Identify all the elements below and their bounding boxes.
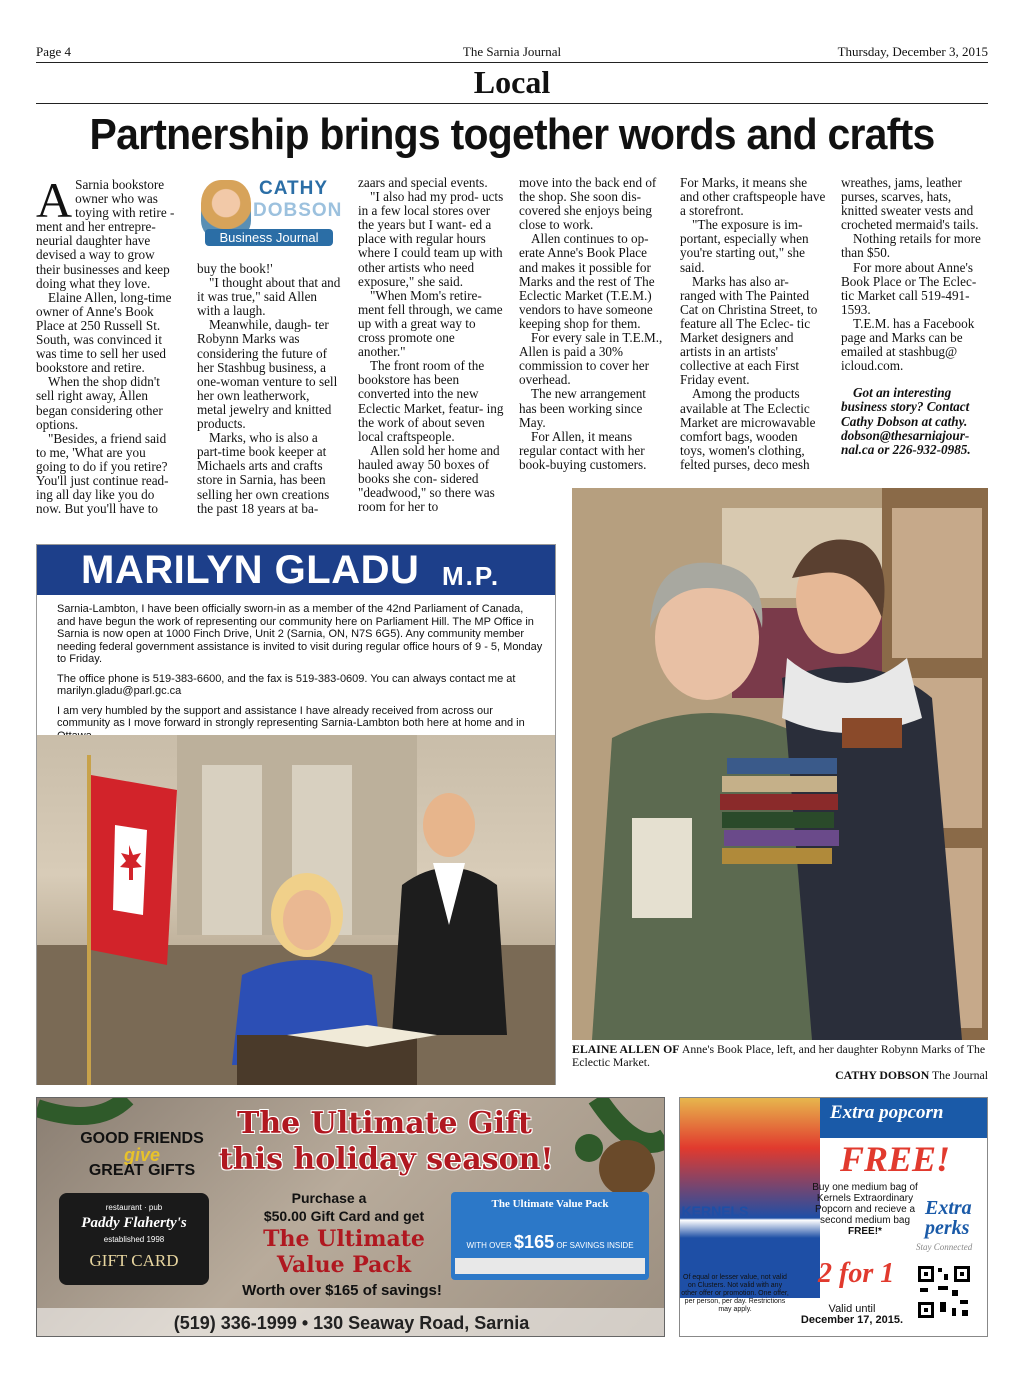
article-column-5: For Marks, it means she and other craftspeople have a storefront. "The exposure is im- portant, especially when you're starting out," she said. Marks has also ar- ranged with The Painted Cat on Christina Street, to feature all The Eclec- tic Market designers and artists in an artists' collective at each First Friday event. Among the products available at The Eclectic Market are microwavable comfort bags, wooden toys, women's clothing, felted purses, deco mesh xyxy=(680,175,826,472)
mp-banner xyxy=(37,545,555,595)
article-column-2: buy the book!' "I thought about that and it was true," said Allen with a laugh. Meanwhile, daugh- ter Robynn Marks was considering the future of her Stashbug business, a one-woman venture to sell her own leatherwork, metal jewelry and knitted products. Marks, who is also a part-time book keeper at Michaels arts and crafts store in Sarnia, has been selling her own creations the past 18 years at ba- xyxy=(197,261,341,516)
contact-signoff: Got an interesting business story? Contact Cathy Dobson at cathy. dobson@thesarniajour- nal.ca or 226-932-0985. xyxy=(841,385,971,457)
popcorn-offer: Buy one medium bag of Kernels Extraordinary Popcorn and recieve a second medium bag FREE!* xyxy=(812,1182,918,1237)
header-rule xyxy=(36,62,988,63)
gift-title-line-2: this holiday season! xyxy=(219,1142,554,1177)
value-pack-card: The Ultimate Value Pack WITH OVER $165 OF SAVINGS INSIDE xyxy=(451,1192,649,1280)
photo-caption: ELAINE ALLEN OF Anne's Book Place, left, and her daughter Robynn Marks of The Eclectic Market. xyxy=(572,1042,986,1069)
popcorn-bag-image xyxy=(680,1098,820,1298)
partner-logos xyxy=(455,1258,645,1274)
paddy-flahertys-gift-card: restaurant · pub Paddy Flaherty's established 1998 GIFT CARD xyxy=(59,1193,209,1285)
qr-code-icon[interactable] xyxy=(916,1264,972,1320)
issue-date: Thursday, December 3, 2015 xyxy=(837,44,988,59)
good-friends-tagline: GOOD FRIENDS give GREAT GIFTS xyxy=(80,1130,204,1179)
article-column-1: A Sarnia bookstore owner who was toying with retire - ment and her entrepre- neurial daughter have devised a way to grow their businesses and keep doing what they love. Elaine Allen, long-time owner of Anne's Book Place at 250 Russell St. South, was convinced it was time to sell her used bookstore and retire. When the shop didn't sell right away, Allen began considering other options. "Besides, a friend said to me, 'What are you going to do if you retire? You'll just continue read- ing all day like you do now. But you'll have to xyxy=(36,172,175,517)
columnist-badge xyxy=(197,176,343,246)
page-number: Page 4 xyxy=(36,44,72,59)
store-contact: (519) 336-1999 • 130 Seaway Road, Sarnia xyxy=(37,1308,665,1337)
elaine-robynn-photo xyxy=(572,488,988,1040)
article-column-3: zaars and special events. "I also had my prod- ucts in a few local stores over the years but I want- ed a place with regular hours where I could team up with other artists who need exposure," she said. "When Mom's retire- ment fell through, we came up with a great way to cross promote one another." The front room of the bookstore has been converted into the new Eclectic Market, featur- ing the work of about seven local craftspeople. Allen sold her home and hauled away 50 boxes of books she con- sidered "deadwood," so there was room for her to xyxy=(358,175,504,515)
drop-cap: A xyxy=(36,172,73,228)
article-column-4: move into the back end of the shop. She soon dis- covered she enjoys being close to work. Allen continues to op- erate Anne's Book Place and makes it possible for Marks and the rest of The Eclectic Market (T.E.M.) vendors to have someone keeping shop for them. For every sale in T.E.M., Allen is paid a 30% commission to cover her overhead. The new arrangement has been working since May. For Allen, it means regular contact with her book-buying customers. xyxy=(519,175,663,472)
purchase-line: Purchase a xyxy=(291,1190,367,1206)
section-title: Local xyxy=(473,64,551,100)
fine-print: Of equal or lesser value, not valid on Clusters. Not valid with any other offer or promotion. One offer, per person, per day. Restrictions may apply. xyxy=(681,1274,789,1313)
value-pack-line-1: The Ultimate xyxy=(263,1226,425,1252)
kernels-popcorn-advertisement xyxy=(679,1097,988,1337)
value-pack-line-2: Value Pack xyxy=(276,1252,412,1278)
headline: Partnership brings together words and crafts xyxy=(89,110,935,159)
two-for-one: 2 for 1 xyxy=(818,1258,895,1289)
purchase-amount: $50.00 Gift Card and get xyxy=(263,1208,425,1224)
photo-credit: CATHY DOBSON The Journal xyxy=(835,1068,988,1082)
mp-name: MARILYN GLADU xyxy=(81,548,420,592)
kernels-logo: KERNELS xyxy=(681,1203,749,1219)
columnist-last-name: DOBSON xyxy=(253,200,343,221)
extra-perks: Extra perks xyxy=(925,1197,972,1239)
gift-title-line-1: The Ultimate Gift xyxy=(237,1106,532,1141)
mp-swearing-in-photo xyxy=(37,735,555,1085)
savings-line: Worth over $165 of savings! xyxy=(242,1282,442,1299)
mp-message: Sarnia-Lambton, I have been officially sworn-in as a member of the 42nd Parliament of Canada, and have begun the work of representing our community here on Parliament Hill. The MP Office in Sarnia is now open at 1000 Finch Drive, Unit 2 (Sarnia, ON, N7S 6G5). Any community member needing federal government assistance is invited to visit during regular office hours of 9 - 5, Monday to Friday. The office phone is 519-383-6600, and the fax is 519-383-0609. You can always contact me at marilyn.gladu@parl.gc.ca I am very humbled by the support and assistance I have already received from across our community as I move forward in strongly representing Sarnia-Lambton both here at home and in xyxy=(57,603,543,729)
section-rule xyxy=(36,103,988,104)
swearing-in-illustration xyxy=(37,735,555,1085)
popcorn-header: Extra popcorn xyxy=(820,1098,987,1138)
mp-advertisement xyxy=(36,544,556,1085)
gift-card-advertisement xyxy=(36,1097,665,1337)
free-headline: FREE! xyxy=(840,1139,951,1179)
valid-until: Valid until December 17, 2015. xyxy=(800,1303,904,1326)
columnist-first-name: CATHY xyxy=(259,178,329,199)
store-photo-illustration xyxy=(572,488,988,1040)
column-name: Business Journal xyxy=(205,229,333,246)
mp-title: M.P. xyxy=(442,561,501,591)
newspaper-name: The Sarnia Journal xyxy=(462,44,562,59)
article-column-6: wreathes, jams, leather purses, scarves, hats, knitted sweater vests and crocheted mermaid's tails. Nothing retails for more than $50. For more about Anne's Book Place or The Eclec- tic Market call 519-491- 1593. T.E.M. has a Facebook page and Marks can be emailed at stashbug@ icloud.com. Got an interesting business story? Contact Cathy Dobson at cathy. dobson@thesarniajour- nal.ca or 226-932-0985. xyxy=(841,176,988,457)
stay-connected: Stay Connected xyxy=(916,1242,973,1252)
